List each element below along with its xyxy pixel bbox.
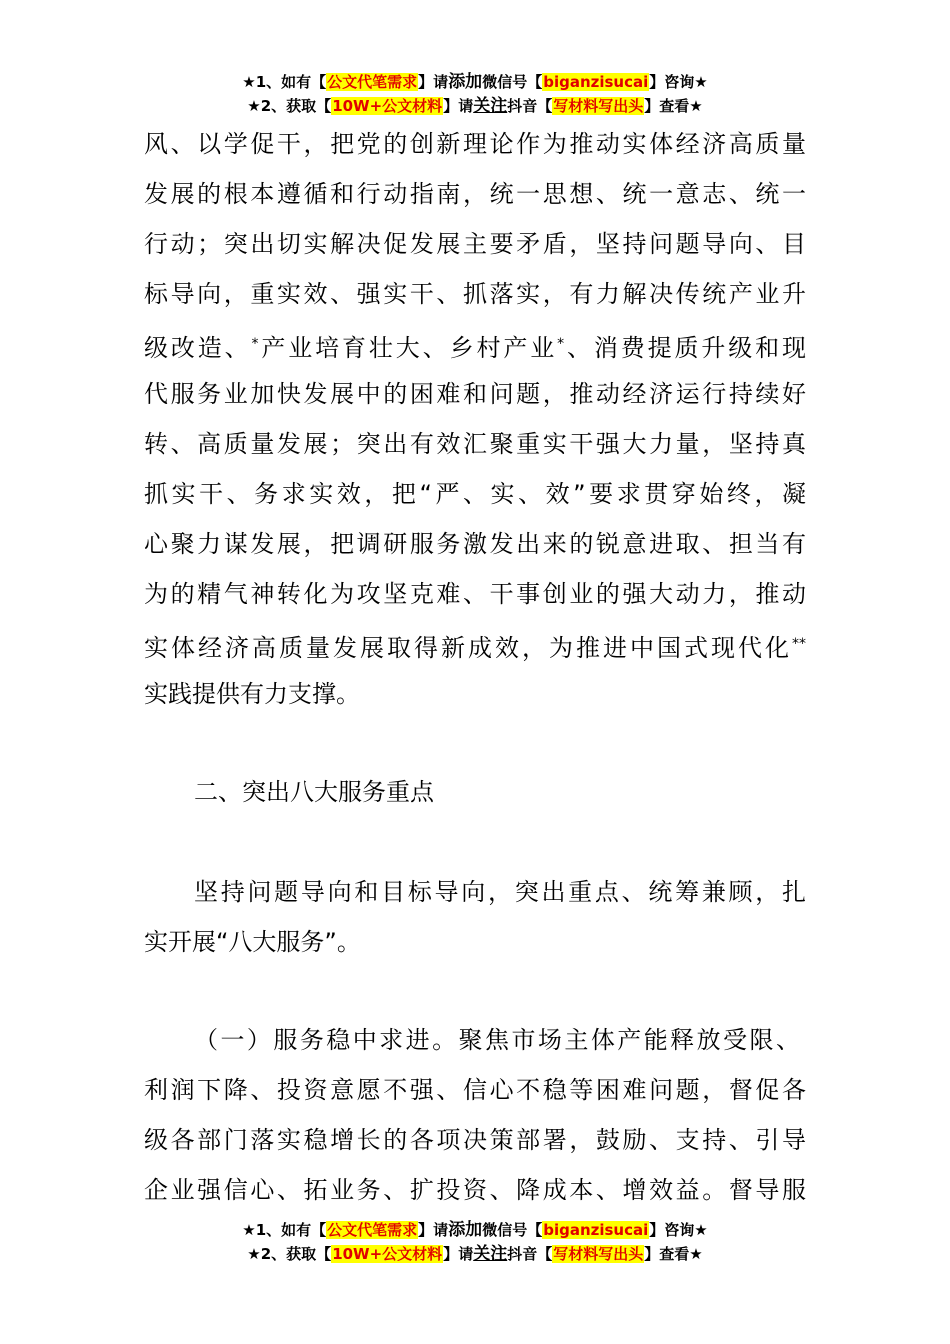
- body-line: 风、以学促干，把党的创新理论作为推动实体经济高质量: [144, 130, 806, 158]
- highlight-douyin: 写材料写出头: [553, 1245, 644, 1263]
- star-icon: ★: [242, 73, 256, 91]
- highlight-ghostwriting: 公文代笔需求: [327, 73, 418, 91]
- body-line: 转、高质量发展；突出有效汇聚重实干强大力量，坚持真: [144, 430, 806, 458]
- body-line: 行动；突出切实解决促发展主要矛盾，坚持问题导向、目: [144, 230, 806, 258]
- highlight-wechat-id: biganzisucai: [543, 73, 649, 91]
- body-line: 为的精气神转化为攻坚克难、干事创业的强大动力，推动: [144, 580, 806, 608]
- bottom-banner-line-2: ★2、获取【10W+公文材料】请关注抖音【写材料写出头】查看★: [247, 1244, 703, 1264]
- top-banner-line-1: ★1、如有【公文代笔需求】请添加微信号【biganzisucai】咨询★: [242, 72, 708, 92]
- star-icon: ★: [247, 1245, 261, 1263]
- top-banner-line-2: ★2、获取【10W+公文材料】请关注抖音【写材料写出头】查看★: [247, 96, 703, 116]
- body-line: 级改造、*产业培育壮大、乡村产业*、消费提质升级和现: [144, 334, 807, 362]
- body-line: 实践提供有力支撑。: [144, 680, 360, 708]
- star-icon: ★: [242, 1221, 256, 1239]
- body-line: 实体经济高质量发展取得新成效，为推进中国式现代化**: [144, 634, 806, 662]
- body-line: 标导向，重实效、强实干、抓落实，有力解决传统产业升: [144, 280, 806, 308]
- section-heading: 二、突出八大服务重点: [194, 778, 434, 806]
- highlight-materials: 10W+公文材料: [332, 97, 443, 115]
- body-line: 发展的根本遵循和行动指南，统一思想、统一意志、统一: [144, 180, 806, 208]
- body-line: 坚持问题导向和目标导向，突出重点、统筹兼顾，扎: [194, 878, 806, 906]
- body-line: 级各部门落实稳增长的各项决策部署，鼓励、支持、引导: [144, 1126, 806, 1154]
- highlight-ghostwriting: 公文代笔需求: [327, 1221, 418, 1239]
- asterisk-mark: *: [251, 336, 259, 352]
- highlight-wechat-id: biganzisucai: [543, 1221, 649, 1239]
- body-line: 利润下降、投资意愿不强、信心不稳等困难问题，督促各: [144, 1076, 806, 1104]
- body-line: 心聚力谋发展，把调研服务激发出来的锐意进取、担当有: [144, 530, 806, 558]
- body-line: 抓实干、务求实效，把“严、实、效”要求贯穿始终，凝: [144, 480, 806, 508]
- body-line: （一）服务稳中求进。聚焦市场主体产能释放受限、: [194, 1026, 800, 1054]
- bottom-banner-line-1: ★1、如有【公文代笔需求】请添加微信号【biganzisucai】咨询★: [242, 1220, 708, 1240]
- highlight-materials: 10W+公文材料: [332, 1245, 443, 1263]
- highlight-douyin: 写材料写出头: [553, 97, 644, 115]
- body-line: 实开展“八大服务”。: [144, 928, 361, 956]
- asterisk-mark: *: [557, 336, 565, 352]
- star-icon: ★: [247, 97, 261, 115]
- body-line: 代服务业加快发展中的困难和问题，推动经济运行持续好: [144, 380, 806, 408]
- asterisk-mark: **: [792, 636, 806, 652]
- body-line: 企业强信心、拓业务、扩投资、降成本、增效益。督导服: [144, 1176, 806, 1204]
